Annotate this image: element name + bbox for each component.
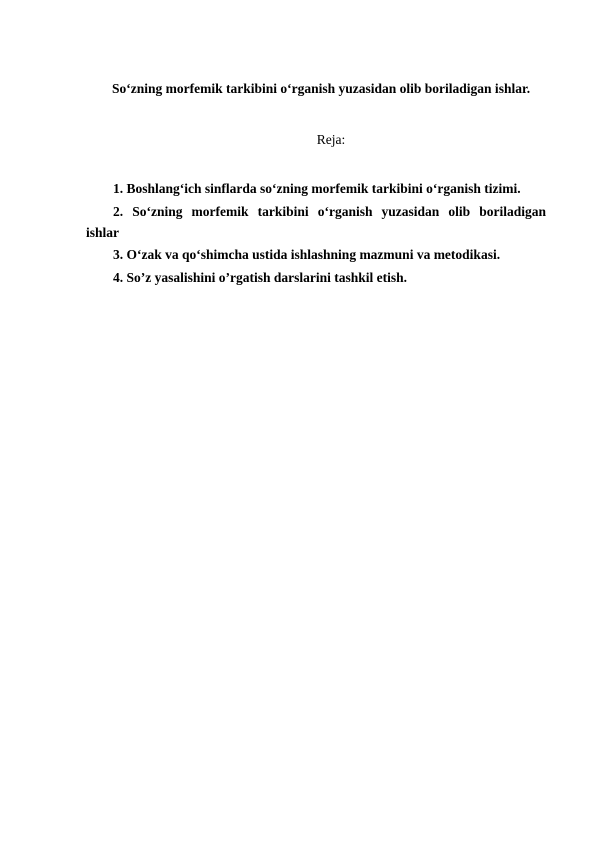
plan-item-2-line-1: 2. So‘zning morfemik tarkibini o‘rganish yuzasidan olib boriladigan — [113, 204, 546, 219]
plan-item-4: 4. So’z yasalishini o’rgatish darslarini tashkil etish. — [113, 270, 408, 285]
plan-item-2 — [86, 200, 546, 243]
document-title: So‘zning morfemik tarkibini o‘rganish yuzasidan olib boriladigan ishlar. — [112, 81, 531, 96]
plan-list — [86, 177, 546, 289]
plan-heading: Reja: — [316, 132, 346, 147]
plan-item-1: 1. Boshlang‘ich sinflarda so‘zning morfemik tarkibini o‘rganish tizimi. — [113, 181, 521, 196]
plan-item-2-line-2: ishlar — [86, 225, 120, 240]
plan-item-3: 3. O‘zak va qo‘shimcha ustida ishlashning mazmuni va metodikasi. — [113, 247, 501, 262]
